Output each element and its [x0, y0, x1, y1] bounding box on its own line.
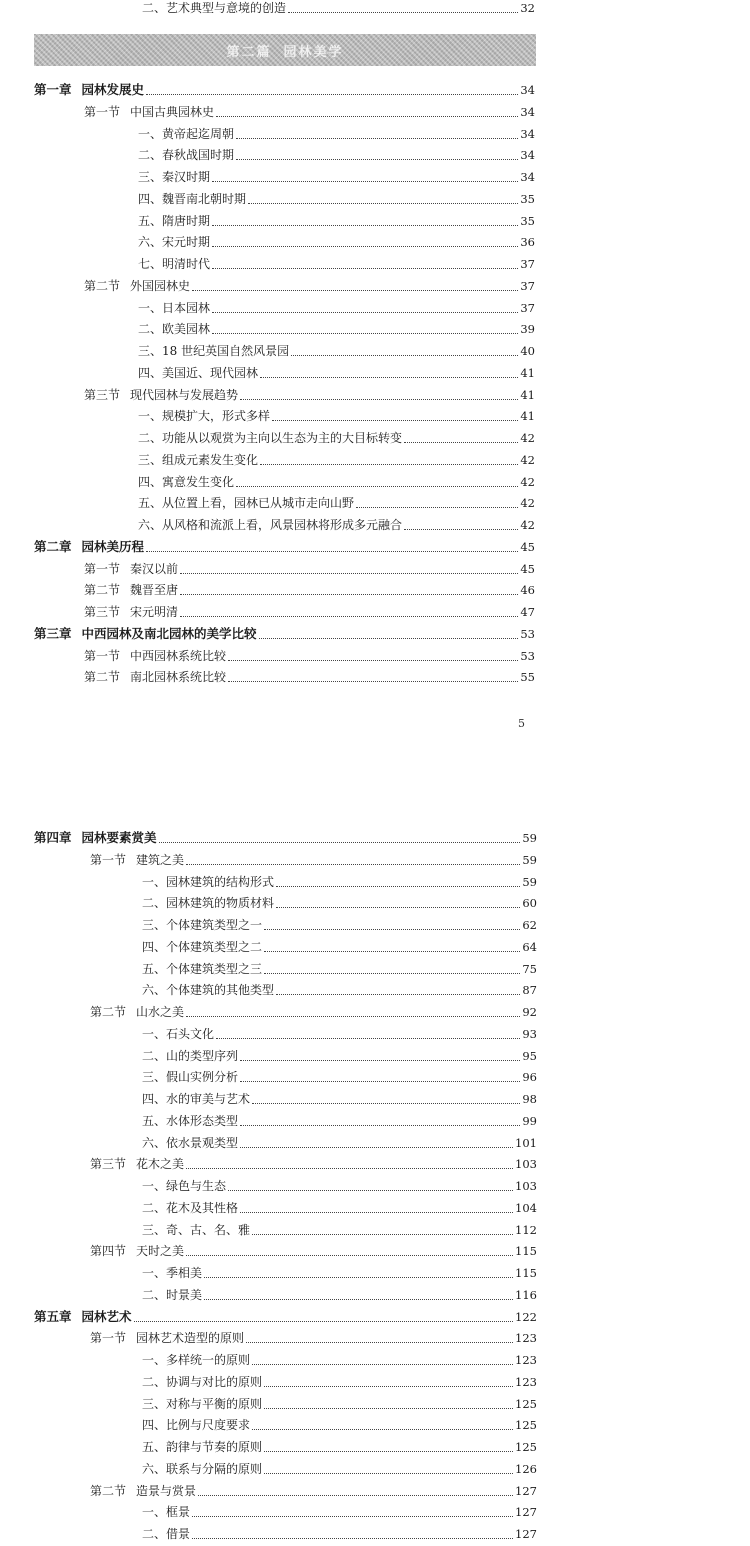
toc-subsection-entry — [138, 406, 535, 426]
toc-entry-page: 34 — [520, 126, 535, 141]
toc-subsection-entry — [138, 450, 535, 470]
leader-dots — [236, 137, 518, 139]
toc-entry-page: 125 — [515, 1440, 537, 1454]
toc-entry-page: 103 — [515, 1157, 537, 1172]
toc-subsection-entry — [138, 363, 535, 383]
leader-dots — [180, 572, 518, 574]
toc-entry-page: 115 — [515, 1266, 537, 1280]
toc-entry-page: 87 — [522, 983, 537, 998]
leader-dots — [276, 993, 520, 995]
toc-entry-page: 42 — [520, 518, 535, 532]
toc-entry-title: 一、季相美 — [142, 1266, 203, 1280]
toc-entry-title: 三、对称与平衡的原则 — [142, 1396, 263, 1411]
toc-subsection-entry — [138, 189, 535, 209]
toc-entry-page: 125 — [515, 1418, 537, 1433]
toc-subsection-entry — [138, 298, 535, 318]
toc-entry-title: 山水之美 — [136, 1005, 185, 1019]
leader-dots — [228, 680, 518, 682]
toc-subsection-entry — [142, 1394, 537, 1414]
leader-dots — [264, 1407, 513, 1409]
toc-entry-label: 第二节 — [90, 1005, 127, 1019]
toc-entry-label: 第三节 — [84, 387, 121, 402]
toc-subsection-entry — [142, 1459, 537, 1479]
leader-dots — [186, 1015, 520, 1017]
toc-entry-title: 园林艺术造型的原则 — [136, 1331, 245, 1346]
toc-section-entry — [84, 102, 535, 122]
toc-entry-title: 三、18 世纪英国自然风景园 — [138, 344, 290, 358]
toc-subsection-entry — [142, 893, 537, 913]
toc-section-entry — [84, 385, 535, 405]
leader-dots — [240, 1146, 513, 1148]
toc-entry-title: 外国园林史 — [130, 278, 191, 293]
toc-entry-page: 98 — [522, 1092, 537, 1106]
leader-dots — [260, 376, 518, 378]
leader-dots — [186, 1167, 513, 1169]
toc-entry-label: 第一节 — [84, 104, 121, 119]
toc-subsection-entry — [142, 1502, 537, 1522]
leader-dots — [240, 1211, 513, 1213]
leader-dots — [259, 637, 519, 639]
toc-entry-label: 第二节 — [90, 1483, 127, 1498]
toc-section-entry — [90, 1002, 537, 1022]
toc-entry-page: 123 — [515, 1331, 537, 1346]
toc-entry-page: 42 — [520, 496, 535, 511]
toc-entry-page: 103 — [515, 1179, 537, 1193]
leader-dots — [276, 906, 520, 908]
toc-subsection-entry — [142, 937, 537, 957]
leader-dots — [264, 1472, 513, 1474]
toc-entry-title: 魏晋至唐 — [130, 583, 179, 598]
toc-entry-page: 34 — [520, 170, 535, 184]
toc-entry-title: 建筑之美 — [136, 852, 185, 867]
toc-section-entry — [84, 667, 535, 687]
toc-subsection-entry — [142, 1285, 537, 1305]
toc-chapter-entry — [34, 80, 535, 100]
toc-entry-label: 第一章 — [34, 82, 72, 97]
toc-entry-title: 七、明清时代 — [138, 257, 211, 271]
toc-chapter-entry — [34, 1307, 537, 1327]
toc-entry-page: 42 — [520, 474, 535, 489]
leader-dots — [212, 180, 518, 182]
toc-entry-title: 六、从风格和流派上看，风景园林将形成多元融合 — [138, 518, 403, 532]
toc-entry-page: 45 — [520, 561, 535, 576]
leader-dots — [212, 224, 518, 226]
toc-entry-label: 第五章 — [34, 1308, 72, 1324]
leader-dots — [252, 1428, 513, 1430]
toc-section-entry — [90, 1481, 537, 1501]
toc-entry-title: 五、个体建筑类型之三 — [142, 961, 263, 976]
toc-entry-page: 96 — [522, 1070, 537, 1085]
toc-entry-title: 五、隋唐时期 — [138, 213, 211, 228]
leader-dots — [272, 419, 518, 421]
toc-entry-page: 127 — [515, 1483, 537, 1498]
leader-dots — [240, 1124, 520, 1126]
leader-dots — [212, 311, 518, 313]
leader-dots — [180, 615, 518, 617]
toc-entry-title: 五、水体形态类型 — [142, 1113, 239, 1128]
toc-entry-title: 二、春秋战国时期 — [138, 148, 235, 163]
toc-section-entry — [90, 1241, 537, 1261]
toc-subsection-entry — [142, 915, 537, 935]
toc-entry-page: 127 — [515, 1505, 537, 1520]
toc-subsection-entry — [142, 1350, 537, 1370]
toc-subsection-entry — [138, 167, 535, 187]
toc-section-entry — [90, 850, 537, 870]
toc-entry-label: 第一节 — [84, 648, 121, 663]
toc-entry-page: 125 — [515, 1396, 537, 1411]
toc-entry-page: 37 — [520, 278, 535, 293]
toc-entry-title: 五、韵律与节奏的原则 — [142, 1440, 263, 1454]
leader-dots — [252, 1233, 513, 1235]
toc-subsection-entry — [138, 319, 535, 339]
leader-dots — [186, 863, 520, 865]
page-number: 5 — [518, 717, 525, 730]
toc-entry-title: 园林艺术 — [81, 1308, 132, 1324]
toc-entry-page: 46 — [520, 583, 535, 598]
toc-entry-title: 园林美历程 — [81, 538, 145, 554]
toc-entry-page: 101 — [515, 1135, 537, 1150]
toc-entry-title: 秦汉以前 — [130, 561, 179, 576]
leader-dots — [192, 1515, 513, 1517]
toc-entry-label: 第三章 — [34, 625, 72, 641]
toc-entry-page: 40 — [520, 344, 535, 358]
toc-entry-title: 一、绿色与生态 — [142, 1179, 227, 1193]
leader-dots — [216, 115, 518, 117]
toc-subsection-entry — [138, 493, 535, 513]
toc-entry-title: 三、个体建筑类型之一 — [142, 918, 263, 932]
toc-entry-page: 104 — [515, 1200, 537, 1215]
toc-subsection-entry — [138, 515, 535, 535]
toc-subsection-entry — [142, 1133, 537, 1153]
toc-entry-title: 天时之美 — [136, 1244, 185, 1259]
leader-dots — [264, 928, 520, 930]
toc-subsection-entry — [142, 872, 537, 892]
toc-subsection-entry — [142, 1220, 537, 1240]
leader-dots — [228, 1189, 513, 1191]
toc-subsection-entry — [142, 1046, 537, 1066]
toc-entry-page: 122 — [515, 1309, 537, 1324]
toc-entry-label: 第三节 — [90, 1157, 127, 1172]
leader-dots — [236, 485, 518, 487]
toc-entry-title: 中西园林系统比较 — [130, 648, 227, 663]
leader-dots — [260, 463, 518, 465]
toc-entry-title: 二、艺术典型与意境的创造 — [142, 1, 287, 15]
leader-dots — [236, 158, 518, 160]
toc-entry-title: 六、个体建筑的其他类型 — [142, 983, 275, 998]
leader-dots — [356, 506, 518, 508]
toc-entry-page: 55 — [520, 670, 535, 685]
toc-entry-title: 现代园林与发展趋势 — [130, 387, 239, 402]
toc-subsection-entry — [142, 980, 537, 1000]
toc-subsection-entry — [138, 254, 535, 274]
leader-dots — [288, 11, 518, 13]
toc-entry-title: 一、石头文化 — [142, 1026, 215, 1041]
toc-section-entry — [84, 276, 535, 296]
leader-dots — [186, 1254, 513, 1256]
leader-dots — [276, 885, 520, 887]
toc-entry-page: 45 — [520, 539, 535, 554]
toc-entry-page: 34 — [520, 83, 535, 97]
toc-subsection-entry — [142, 1372, 537, 1392]
toc-entry-title: 四、魏晋南北朝时期 — [138, 191, 247, 206]
toc-entry-page: 59 — [522, 874, 537, 889]
toc-entry-page: 95 — [522, 1048, 537, 1063]
toc-entry-page: 41 — [520, 365, 535, 380]
toc-entry-title: 南北园林系统比较 — [130, 670, 227, 685]
toc-subsection-entry — [142, 1024, 537, 1044]
toc-entry-title: 二、时景美 — [142, 1287, 203, 1302]
leader-dots — [264, 1385, 513, 1387]
toc-entry-page: 62 — [522, 918, 537, 932]
toc-subsection-entry — [138, 341, 535, 361]
toc-entry-title: 三、假山实例分析 — [142, 1070, 239, 1085]
toc-subsection-entry — [138, 124, 535, 144]
toc-entry-title: 一、黄帝起迄周朝 — [138, 126, 235, 141]
toc-subsection-entry — [142, 1263, 537, 1283]
toc-section-entry — [90, 1328, 537, 1348]
part-name: 园林美学 — [283, 44, 344, 60]
toc-entry-label: 第二节 — [84, 583, 121, 598]
toc-entry-page: 115 — [515, 1244, 537, 1259]
toc-entry-page: 112 — [515, 1222, 537, 1237]
toc-entry-label: 第一节 — [90, 852, 127, 867]
toc-entry-title: 造景与赏景 — [136, 1483, 197, 1498]
leader-dots — [192, 289, 518, 291]
toc-entry-title: 二、欧美园林 — [138, 322, 211, 337]
toc-subsection-entry — [142, 1524, 537, 1544]
leader-dots — [212, 245, 518, 247]
toc-subsection-entry — [138, 211, 535, 231]
toc-entry-title: 一、园林建筑的结构形式 — [142, 874, 275, 889]
toc-entry-page: 59 — [522, 852, 537, 867]
leader-dots — [146, 550, 518, 552]
toc-entry-title: 六、联系与分隔的原则 — [142, 1461, 263, 1476]
toc-entry-page: 32 — [520, 1, 535, 15]
toc-entry-page: 99 — [522, 1113, 537, 1128]
toc-entry-page: 92 — [522, 1005, 537, 1019]
toc-subsection-entry — [138, 472, 535, 492]
toc-entry-title: 一、日本园林 — [138, 300, 211, 315]
toc-entry-title: 四、个体建筑类型之二 — [142, 939, 263, 954]
toc-entry-page: 59 — [522, 831, 537, 845]
toc-entry-title: 二、山的类型序列 — [142, 1048, 239, 1063]
toc-entry-title: 三、秦汉时期 — [138, 170, 211, 184]
leader-dots — [216, 1037, 520, 1039]
toc-entry-label: 第二章 — [34, 538, 72, 554]
toc-entry-page: 42 — [520, 452, 535, 467]
leader-dots — [240, 1080, 520, 1082]
toc-chapter-entry — [34, 624, 535, 644]
leader-dots — [264, 1450, 513, 1452]
leader-dots — [212, 267, 518, 269]
leader-dots — [159, 841, 521, 843]
toc-entry-label: 第三节 — [84, 605, 121, 619]
leader-dots — [204, 1298, 513, 1300]
leader-dots — [240, 1059, 520, 1061]
toc-entry-label: 第四章 — [34, 830, 72, 845]
toc-subsection-entry — [142, 959, 537, 979]
toc-entry-title: 四、水的审美与艺术 — [142, 1092, 251, 1106]
toc-entry-page: 36 — [520, 235, 535, 250]
toc-subsection-entry — [142, 1111, 537, 1131]
toc-entry-page: 64 — [522, 939, 537, 954]
toc-section-entry — [84, 580, 535, 600]
toc-chapter-entry — [34, 828, 537, 848]
toc-entry-page: 75 — [522, 961, 537, 976]
leader-dots — [146, 93, 518, 95]
toc-page-upper — [0, 0, 750, 770]
toc-section-entry — [90, 1154, 537, 1174]
toc-entry-title: 中西园林及南北园林的美学比较 — [81, 625, 257, 641]
toc-entry-page: 126 — [515, 1461, 537, 1476]
toc-entry-page: 35 — [520, 213, 535, 228]
toc-entry-label: 第二节 — [84, 278, 121, 293]
toc-subsection-entry — [142, 1198, 537, 1218]
toc-entry-page: 41 — [520, 409, 535, 424]
toc-entry-page: 116 — [515, 1287, 537, 1302]
toc-entry-title: 五、从位置上看，园林已从城市走向山野 — [138, 496, 355, 511]
toc-section-entry — [84, 602, 535, 622]
toc-entry-title: 一、多样统一的原则 — [142, 1353, 251, 1367]
toc-subsection-entry — [142, 1415, 537, 1435]
leader-dots — [204, 1276, 513, 1278]
leader-dots — [228, 659, 518, 661]
toc-entry-page: 123 — [515, 1353, 537, 1367]
toc-entry-page: 34 — [520, 104, 535, 119]
toc-subsection-entry — [138, 428, 535, 448]
toc-entry-title: 二、协调与对比的原则 — [142, 1374, 263, 1389]
leader-dots — [192, 1537, 513, 1539]
toc-entry-title: 三、组成元素发生变化 — [138, 452, 259, 467]
toc-entry-title: 园林发展史 — [81, 82, 145, 97]
toc-entry-title: 一、规模扩大，形式多样 — [138, 409, 271, 424]
leader-dots — [134, 1320, 514, 1322]
toc-entry-page: 60 — [522, 896, 537, 911]
toc-entry-title: 二、花木及其性格 — [142, 1200, 239, 1215]
leader-dots — [212, 332, 518, 334]
toc-entry-page: 35 — [520, 191, 535, 206]
toc-entry-title: 四、比例与尺度要求 — [142, 1418, 251, 1433]
leader-dots — [240, 398, 518, 400]
toc-entry-page: 127 — [515, 1527, 537, 1541]
toc-subsection-entry — [142, 1176, 537, 1196]
toc-entry-label: 第四节 — [90, 1244, 127, 1259]
toc-entry-page: 39 — [520, 322, 535, 337]
toc-entry-title: 三、奇、古、名、雅 — [142, 1222, 251, 1237]
leader-dots — [264, 950, 520, 952]
part-number: 第二篇 — [226, 44, 272, 60]
toc-chapter-entry — [34, 537, 535, 557]
toc-entry-title: 宋元明清 — [130, 605, 179, 619]
toc-entry-page: 123 — [515, 1374, 537, 1389]
toc-subsection-entry — [138, 145, 535, 165]
toc-entry-title: 花木之美 — [136, 1157, 185, 1172]
leader-dots — [404, 528, 518, 530]
toc-subsection-entry — [142, 1089, 537, 1109]
toc-entry-page: 93 — [522, 1026, 537, 1041]
toc-subsection-entry — [142, 1437, 537, 1457]
toc-entry-title: 六、依水景观类型 — [142, 1135, 239, 1150]
toc-entry-title: 园林要素赏美 — [81, 830, 157, 845]
toc-entry-title: 中国古典园林史 — [130, 104, 215, 119]
leader-dots — [291, 354, 518, 356]
toc-entry-page: 53 — [520, 626, 535, 641]
toc-entry-label: 第一节 — [90, 1331, 127, 1346]
toc-entry-title: 二、园林建筑的物质材料 — [142, 896, 275, 911]
leader-dots — [180, 593, 518, 595]
toc-entry-page: 53 — [520, 648, 535, 663]
toc-subsection-entry — [142, 1067, 537, 1087]
leader-dots — [404, 441, 518, 443]
leader-dots — [246, 1341, 513, 1343]
toc-entry-page: 37 — [520, 257, 535, 271]
part-banner — [34, 34, 536, 66]
toc-entry-top — [142, 0, 535, 18]
toc-entry-page: 34 — [520, 148, 535, 163]
leader-dots — [198, 1494, 513, 1496]
toc-entry-title: 六、宋元时期 — [138, 235, 211, 250]
toc-page-lower — [0, 820, 750, 1546]
toc-entry-title: 四、寓意发生变化 — [138, 474, 235, 489]
toc-entry-title: 四、美国近、现代园林 — [138, 365, 259, 380]
leader-dots — [252, 1363, 513, 1365]
toc-entry-title: 一、框景 — [142, 1505, 191, 1520]
toc-entry-page: 37 — [520, 300, 535, 315]
toc-section-entry — [84, 559, 535, 579]
leader-dots — [264, 972, 520, 974]
leader-dots — [252, 1102, 520, 1104]
toc-entry-title: 二、借景 — [142, 1527, 191, 1541]
toc-entry-label: 第二节 — [84, 670, 121, 685]
toc-entry-page: 47 — [520, 605, 535, 619]
toc-subsection-entry — [138, 232, 535, 252]
leader-dots — [248, 202, 518, 204]
toc-entry-label: 第一节 — [84, 561, 121, 576]
toc-section-entry — [84, 646, 535, 666]
toc-entry-title: 二、功能从以观赏为主向以生态为主的大目标转变 — [138, 431, 403, 445]
toc-entry-page: 41 — [520, 387, 535, 402]
toc-entry-page: 42 — [520, 431, 535, 445]
